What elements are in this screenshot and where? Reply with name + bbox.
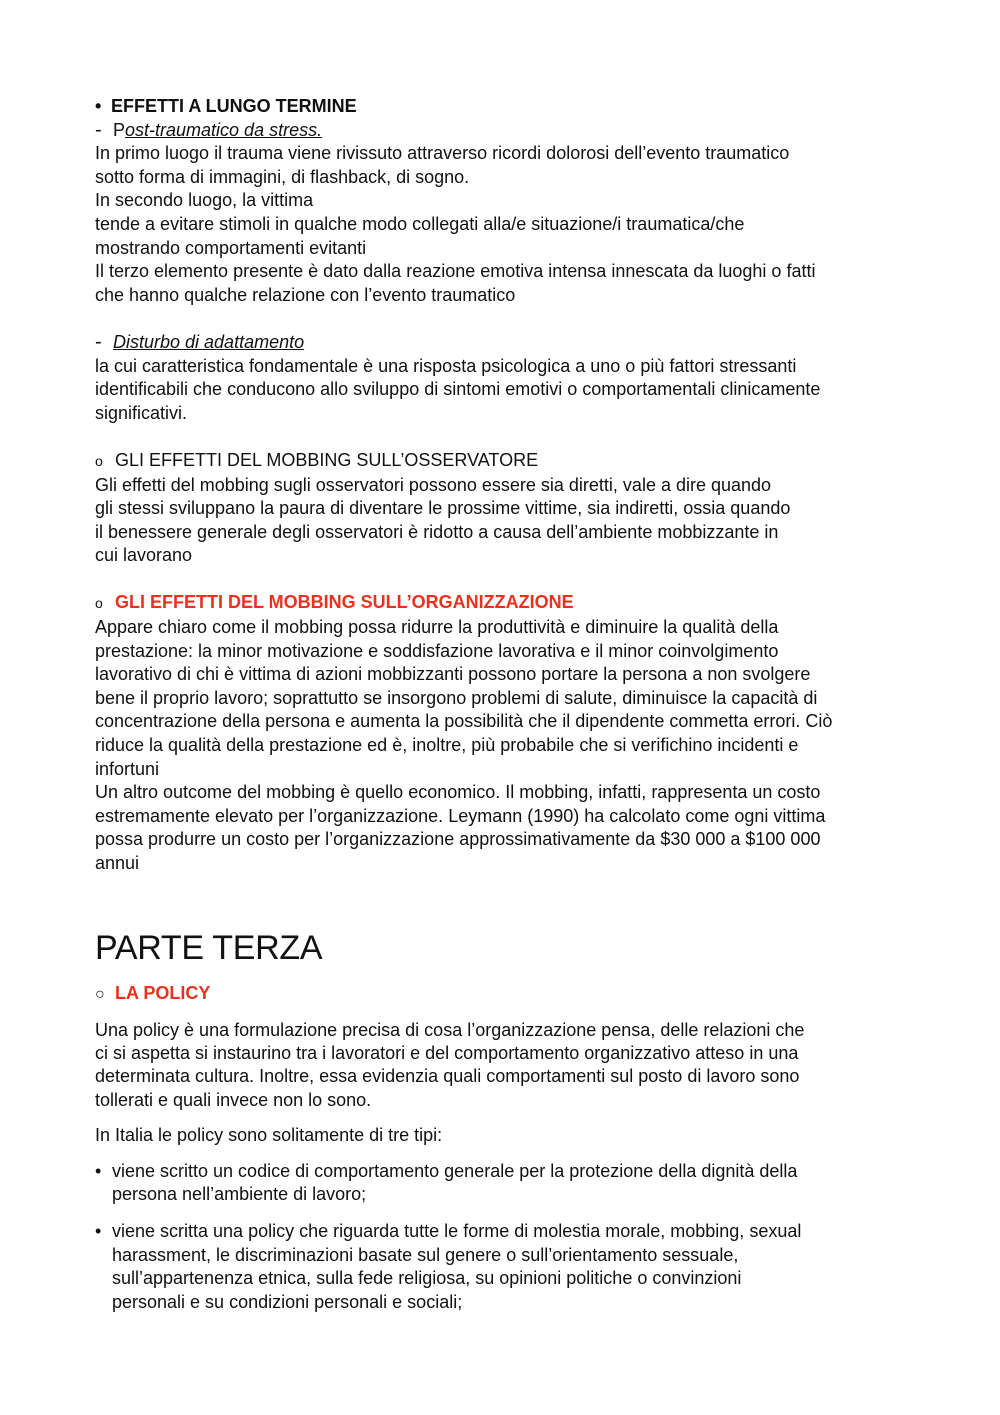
policy-intro-line: determinata cultura. Inoltre, essa evidenzia quali comportamenti sul posto di lavoro sono [95, 1066, 800, 1087]
adjustment-line: la cui caratteristica fondamentale è una risposta psicologica a uno o più fattori stressanti [95, 355, 797, 376]
bullet-dot-icon: • [95, 1221, 102, 1242]
list-item-line: persona nell’ambiente di lavoro; [112, 1184, 367, 1205]
list-item-line: viene scritto un codice di comportamento generale per la protezione della dignità della [112, 1160, 798, 1181]
document-page [95, 95, 905, 1328]
list-item-line: personali e su condizioni personali e sociali; [112, 1291, 463, 1312]
list-item [95, 1160, 905, 1207]
spacer [95, 568, 905, 592]
observer-effects-heading: o GLI EFFETTI DEL MOBBING SULL’OSSERVATORE [95, 449, 905, 474]
spacer [95, 307, 905, 331]
dash-icon: - [95, 118, 102, 141]
list-item-line: harassment, le discriminazioni basate sul genere o sull’orientamento sessuale, [112, 1244, 739, 1265]
ptsd-line: tende a evitare stimoli in qualche modo collegati alla/e situazione/i traumatica/che [95, 213, 745, 234]
observer-line: Gli effetti del mobbing sugli osservatori possono essere sia diretti, vale a dire quando [95, 474, 772, 495]
organization-line: estremamente elevato per l’organizzazione. Leymann (1990) ha calcolato come ogni vittima [95, 805, 826, 826]
circle-bullet-icon: o [95, 595, 103, 612]
policy-intro-line: ci si aspetta si instaurino tra i lavoratori e del comportamento organizzativo atteso in una [95, 1043, 799, 1063]
organization-line: prestazione: la minor motivazione e soddisfazione lavorativa e il minor coinvolgimento [95, 640, 779, 661]
adjustment-line: identificabili che conducono allo sviluppo di sintomi emotivi o comportamentali clinicamente [95, 379, 821, 400]
ptsd-title: - Post-traumatico da stress. [95, 118, 323, 141]
organization-line: Appare chiaro come il mobbing possa ridurre la produttività e diminuire la qualità della [95, 617, 779, 638]
observer-line: cui lavorano [95, 545, 193, 566]
organization-line: concentrazione della persona e aumenta la possibilità che il dipendente commetta errori. Ciò [95, 711, 833, 732]
organization-line: bene il proprio lavoro; soprattutto se insorgono problemi di salute, diminuisce la capacità di [95, 687, 818, 708]
observer-line: gli stessi sviluppano la paura di diventare le prossime vittime, sia indiretti, ossia quando [95, 498, 791, 519]
dash-icon: - [95, 330, 102, 353]
policy-intro [95, 1019, 905, 1113]
ptsd-line: mostrando comportamenti evitanti [95, 237, 367, 258]
ptsd-line: In primo luogo il trauma viene rivissuto attraverso ricordi dolorosi dell’evento traumatico [95, 143, 790, 164]
spacer [95, 425, 905, 449]
organization-line: riduce la qualità della prestazione ed è, inoltre, più probabile che si verifichino incidenti e [95, 735, 799, 756]
list-item-line: sull’appartenenza etnica, sulla fede religiosa, su opinioni politiche o convinzioni [112, 1268, 742, 1289]
ptsd-line: In secondo luogo, la vittima [95, 190, 314, 211]
organization-effects-heading: o GLI EFFETTI DEL MOBBING SULL’ORGANIZZAZIONE [95, 591, 905, 616]
bullet-dot-icon: • [95, 1160, 102, 1181]
ptsd-line: Il terzo elemento presente è dato dalla reazione emotiva intensa innescata da luoghi o fatti [95, 261, 816, 282]
policy-intro-line: Una policy è una formulazione precisa di cosa l’organizzazione pensa, delle relazioni che [95, 1019, 805, 1040]
part-title: PARTE TERZA [95, 928, 323, 967]
adjustment-line: significativi. [95, 402, 188, 423]
policy-intro-line: tollerati e quali invece non lo sono. [95, 1089, 372, 1110]
long-term-effects-heading: • EFFETTI A LUNGO TERMINE [95, 95, 905, 119]
policy-types-list [95, 1160, 905, 1314]
observer-line: il benessere generale degli osservatori è ridotto a causa dell’ambiente mobbizzante in [95, 521, 779, 542]
list-item-line: viene scritta una policy che riguarda tutte le forme di molestia morale, mobbing, sexual [112, 1221, 802, 1242]
circle-bullet-icon: o [95, 452, 103, 469]
policy-heading: ○ LA POLICY [95, 981, 905, 1007]
organization-line: possa produrre un costo per l’organizzazione approssimativamente da $30 000 a $100 000 [95, 829, 821, 850]
list-item [95, 1220, 905, 1314]
bullet-dot-icon: • [95, 96, 102, 116]
policy-types-intro: In Italia le policy sono solitamente di tre tipi: [95, 1125, 443, 1146]
organization-line: annui [95, 853, 140, 873]
organization-line: lavorativo di chi è vittima di azioni mobbizzanti possono portare la persona a non svolgere [95, 664, 811, 685]
organization-line: Un altro outcome del mobbing è quello economico. Il mobbing, infatti, rappresenta un costo [95, 782, 821, 803]
organization-line: infortuni [95, 758, 160, 779]
ptsd-line: che hanno qualche relazione con l’evento traumatico [95, 284, 516, 305]
circle-bullet-icon: ○ [95, 985, 105, 1003]
adjustment-disorder-title: - Disturbo di adattamento [95, 330, 305, 353]
ptsd-line: sotto forma di immagini, di flashback, di sogno. [95, 166, 470, 187]
